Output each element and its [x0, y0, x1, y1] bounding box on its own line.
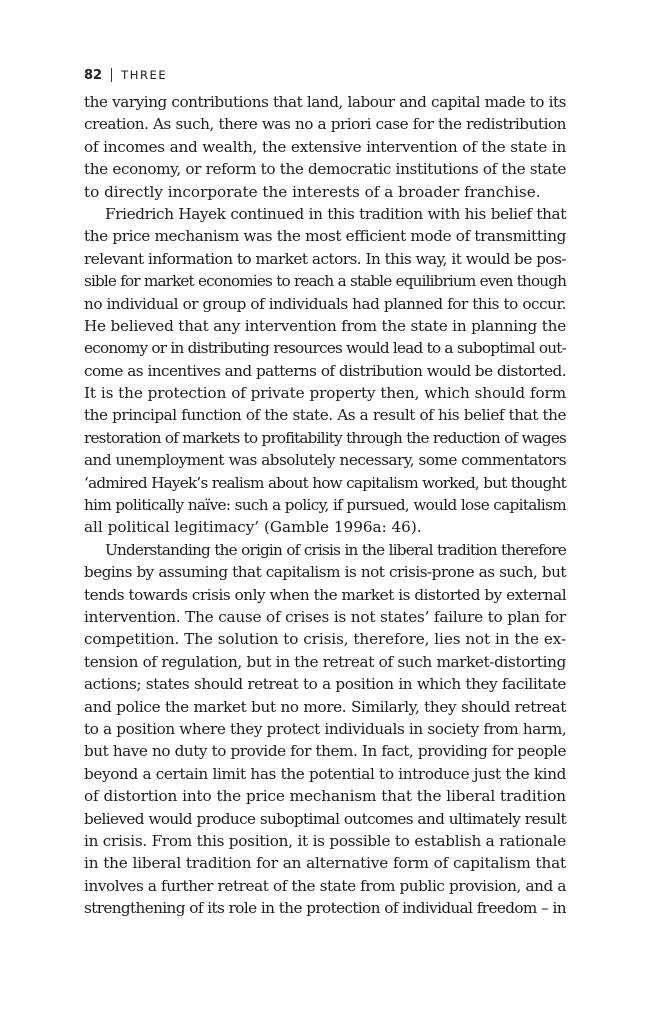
text-line: in crisis. From this position, it is possible to establish a rationale	[84, 831, 566, 850]
text-line: of incomes and wealth, the extensive intervention of the state in	[84, 137, 566, 156]
text-line: the varying contributions that land, labour and capital made to its	[84, 93, 566, 111]
text-line: to a position where they protect individuals in society from harm,	[84, 719, 567, 738]
text-line: to directly incorporate the interests of a broader franchise.	[84, 182, 541, 201]
text-line: the economy, or reform to the democratic institutions of the state	[84, 160, 566, 179]
running-head	[84, 66, 167, 84]
text-line: him politically naïve: such a policy, if pursued, would lose capitalism	[84, 496, 566, 515]
text-line: in the liberal tradition for an alternative form of capitalism that	[84, 854, 566, 873]
text-line: tension of regulation, but in the retreat of such market-distorting	[84, 652, 566, 671]
text-line: relevant information to market actors. In this way, it would be pos-	[84, 249, 566, 268]
text-line: tends towards crisis only when the market is distorted by external	[84, 585, 567, 604]
text-line: intervention. The cause of crises is not states’ failure to plan for	[84, 607, 566, 626]
text-line: and unemployment was absolutely necessary, some commentators	[84, 451, 566, 470]
text-line: beyond a certain limit has the potential to introduce just the kind	[84, 764, 566, 783]
text-line: It is the protection of private property then, which should form	[84, 384, 566, 403]
text-line: Understanding the origin of crisis in the liberal tradition therefore	[105, 540, 566, 559]
text-line: Friedrich Hayek continued in this tradition with his belief that	[105, 204, 566, 223]
text-line: economy or in distributing resources would lead to a suboptimal out-	[84, 339, 566, 358]
text-line: He believed that any intervention from the state in planning the	[84, 316, 566, 335]
header-divider	[111, 68, 112, 82]
text-line: and police the market but no more. Similarly, they should retreat	[84, 697, 566, 716]
text-line: creation. As such, there was no a priori case for the redistribution	[84, 115, 566, 134]
text-line: competition. The solution to crisis, therefore, lies not in the ex-	[84, 630, 566, 649]
text-line: involves a further retreat of the state from public provision, and a	[84, 876, 566, 895]
text-line: come as incentives and patterns of distribution would be distorted.	[84, 361, 566, 380]
text-line: the principal function of the state. As a result of his belief that the	[84, 406, 566, 425]
text-line: strengthening of its role in the protection of individual freedom – in	[84, 899, 566, 918]
body-text	[84, 91, 566, 919]
text-line: the price mechanism was the most efficient mode of transmitting	[84, 227, 566, 246]
text-line: of distortion into the price mechanism that the liberal tradition	[84, 787, 566, 806]
text-line: all political legitimacy’ (Gamble 1996a: 46).	[84, 518, 422, 537]
text-line: ‘admired Hayek’s realism about how capitalism worked, but thought	[84, 473, 566, 492]
text-line: actions; states should retreat to a position in which they facilitate	[84, 675, 566, 694]
chapter-label: THREE	[121, 68, 168, 82]
text-line: sible for market economies to reach a stable equilibrium even though	[84, 272, 566, 291]
text-line: believed would produce suboptimal outcomes and ultimately result	[84, 809, 566, 828]
text-line: no individual or group of individuals had planned for this to occur.	[84, 294, 566, 313]
text-line: but have no duty to provide for them. In fact, providing for people	[84, 742, 566, 761]
text-line: begins by assuming that capitalism is not crisis-prone as such, but	[84, 563, 566, 582]
text-line: restoration of markets to profitability through the reduction of wages	[84, 428, 566, 447]
page-number: 82	[84, 67, 103, 83]
